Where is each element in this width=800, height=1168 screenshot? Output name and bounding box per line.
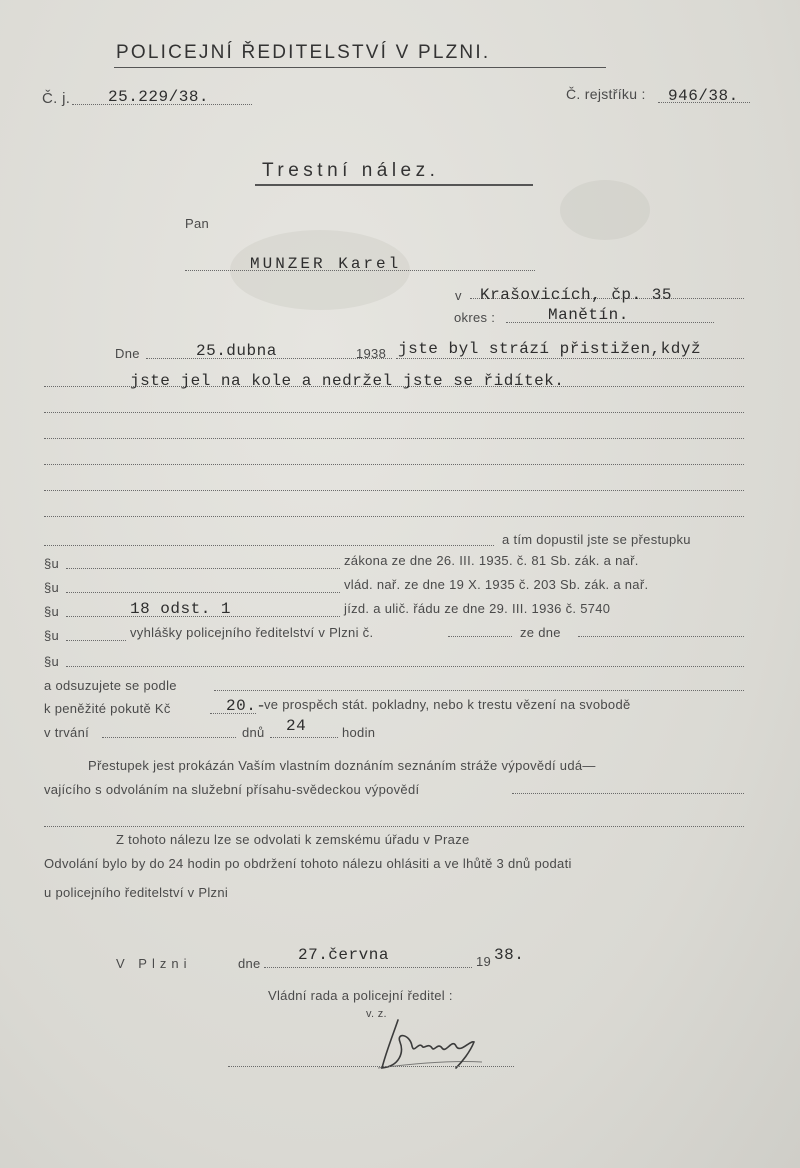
sentence-line — [214, 690, 744, 691]
paragraph-sign: §u — [44, 628, 60, 643]
offense-text-2: jste jel na kole a nedržel jste se řidítek. — [130, 372, 565, 390]
law-text-4b: ze dne — [520, 625, 561, 640]
blank-line — [44, 438, 744, 439]
signer-vz: v. z. — [366, 1008, 387, 1020]
paragraph-sign: §u — [44, 604, 60, 619]
paragraph-line — [66, 568, 340, 569]
appeal-text-2: Odvolání bylo by do 24 hodin po obdržení tohoto nálezu ohlásiti a ve lhůtě 3 dnů podati — [44, 856, 572, 871]
law-text-1: zákona ze dne 26. III. 1935. č. 81 Sb. zák. a nař. — [344, 553, 639, 568]
place-prefix: v — [455, 288, 462, 303]
signature-line — [228, 1066, 514, 1067]
law-text-4a: vyhlášky policejního ředitelství v Plzni č. — [130, 625, 374, 640]
decree-date-line — [578, 636, 744, 637]
appeal-text-1: Z tohoto nálezu lze se odvolati k zemskému úřadu v Praze — [116, 832, 470, 847]
closing-year-value: 38. — [494, 946, 525, 964]
committed-text: a tím dopustil jste se přestupku — [502, 532, 691, 547]
offense-line-1 — [396, 358, 744, 359]
offense-text-1: jste byl strází přistižen,když — [398, 340, 702, 358]
district-value: Manětín. — [548, 306, 629, 324]
paragraph-line — [66, 592, 340, 593]
law-text-2: vlád. nař. ze dne 19 X. 1935 č. 203 Sb. zák. a nař. — [344, 577, 649, 592]
committed-line — [44, 545, 494, 546]
salutation: Pan — [185, 216, 210, 231]
days-line — [102, 737, 236, 738]
section-value: 18 odst. 1 — [130, 600, 232, 618]
offense-date: 25.dubna — [196, 342, 277, 360]
registry-label: Č. rejstříku : — [566, 86, 646, 102]
paragraph-sign: §u — [44, 556, 60, 571]
cj-label: Č. j. — [42, 90, 71, 107]
law-text-3: jízd. a ulič. řádu ze dne 29. III. 1936 č. 5740 — [344, 601, 611, 616]
closing-date-value: 27.června — [298, 946, 389, 964]
paragraph-line — [66, 666, 744, 667]
addressee-place: Krašovicích, čp. 35 — [480, 286, 672, 304]
office-header: POLICEJNÍ ŘEDITELSTVÍ V PLZNI. — [116, 42, 491, 63]
blank-line — [44, 516, 744, 517]
sentence-intro: a odsuzujete se podle — [44, 678, 177, 693]
signer-title: Vládní rada a policejní ředitel : — [268, 988, 453, 1003]
appeal-text-3: u policejního ředitelství v Plzni — [44, 885, 229, 900]
evidence-line — [512, 793, 744, 794]
date-label: Dne — [115, 346, 140, 361]
closing-year-prefix: 19 — [476, 954, 492, 969]
fine-rest: ve prospěch stát. pokladny, nebo k trestu vězení na svobodě — [264, 697, 631, 712]
closing-place: V Plzni — [116, 956, 192, 971]
fine-label: k peněžité pokutě Kč — [44, 701, 171, 716]
decree-number-line — [448, 636, 512, 637]
days-label: dnů — [242, 725, 265, 740]
closing-date-line — [264, 967, 472, 968]
title-underline — [255, 184, 533, 186]
addressee-name: MUNZER Karel — [250, 255, 402, 273]
blank-line — [44, 826, 744, 827]
hours-label: hodin — [342, 725, 376, 740]
paper-stain — [560, 180, 650, 240]
blank-line — [44, 490, 744, 491]
cj-value: 25.229/38. — [108, 88, 210, 106]
paragraph-sign: §u — [44, 654, 60, 669]
blank-line — [44, 464, 744, 465]
paragraph-sign: §u — [44, 580, 60, 595]
hours-value: 24 — [286, 717, 307, 735]
blank-line — [44, 412, 744, 413]
evidence-text-1: Přestupek jest prokázán Vaším vlastním doznáním seznáním stráže výpovědí udá— — [88, 758, 596, 773]
fine-value: 20.- — [226, 697, 267, 715]
document-title: Trestní nález. — [262, 160, 440, 181]
hours-line — [270, 737, 338, 738]
district-label: okres : — [454, 310, 496, 325]
evidence-text-2: vajícího s odvoláním na služební přísahu-svědeckou výpovědí — [44, 782, 420, 797]
closing-date-label: dne — [238, 956, 261, 971]
registry-value: 946/38. — [668, 87, 739, 105]
paragraph-line — [66, 640, 126, 641]
offense-year: 1938 — [356, 346, 387, 361]
duration-label: v trvání — [44, 725, 90, 740]
header-underline — [114, 67, 606, 68]
